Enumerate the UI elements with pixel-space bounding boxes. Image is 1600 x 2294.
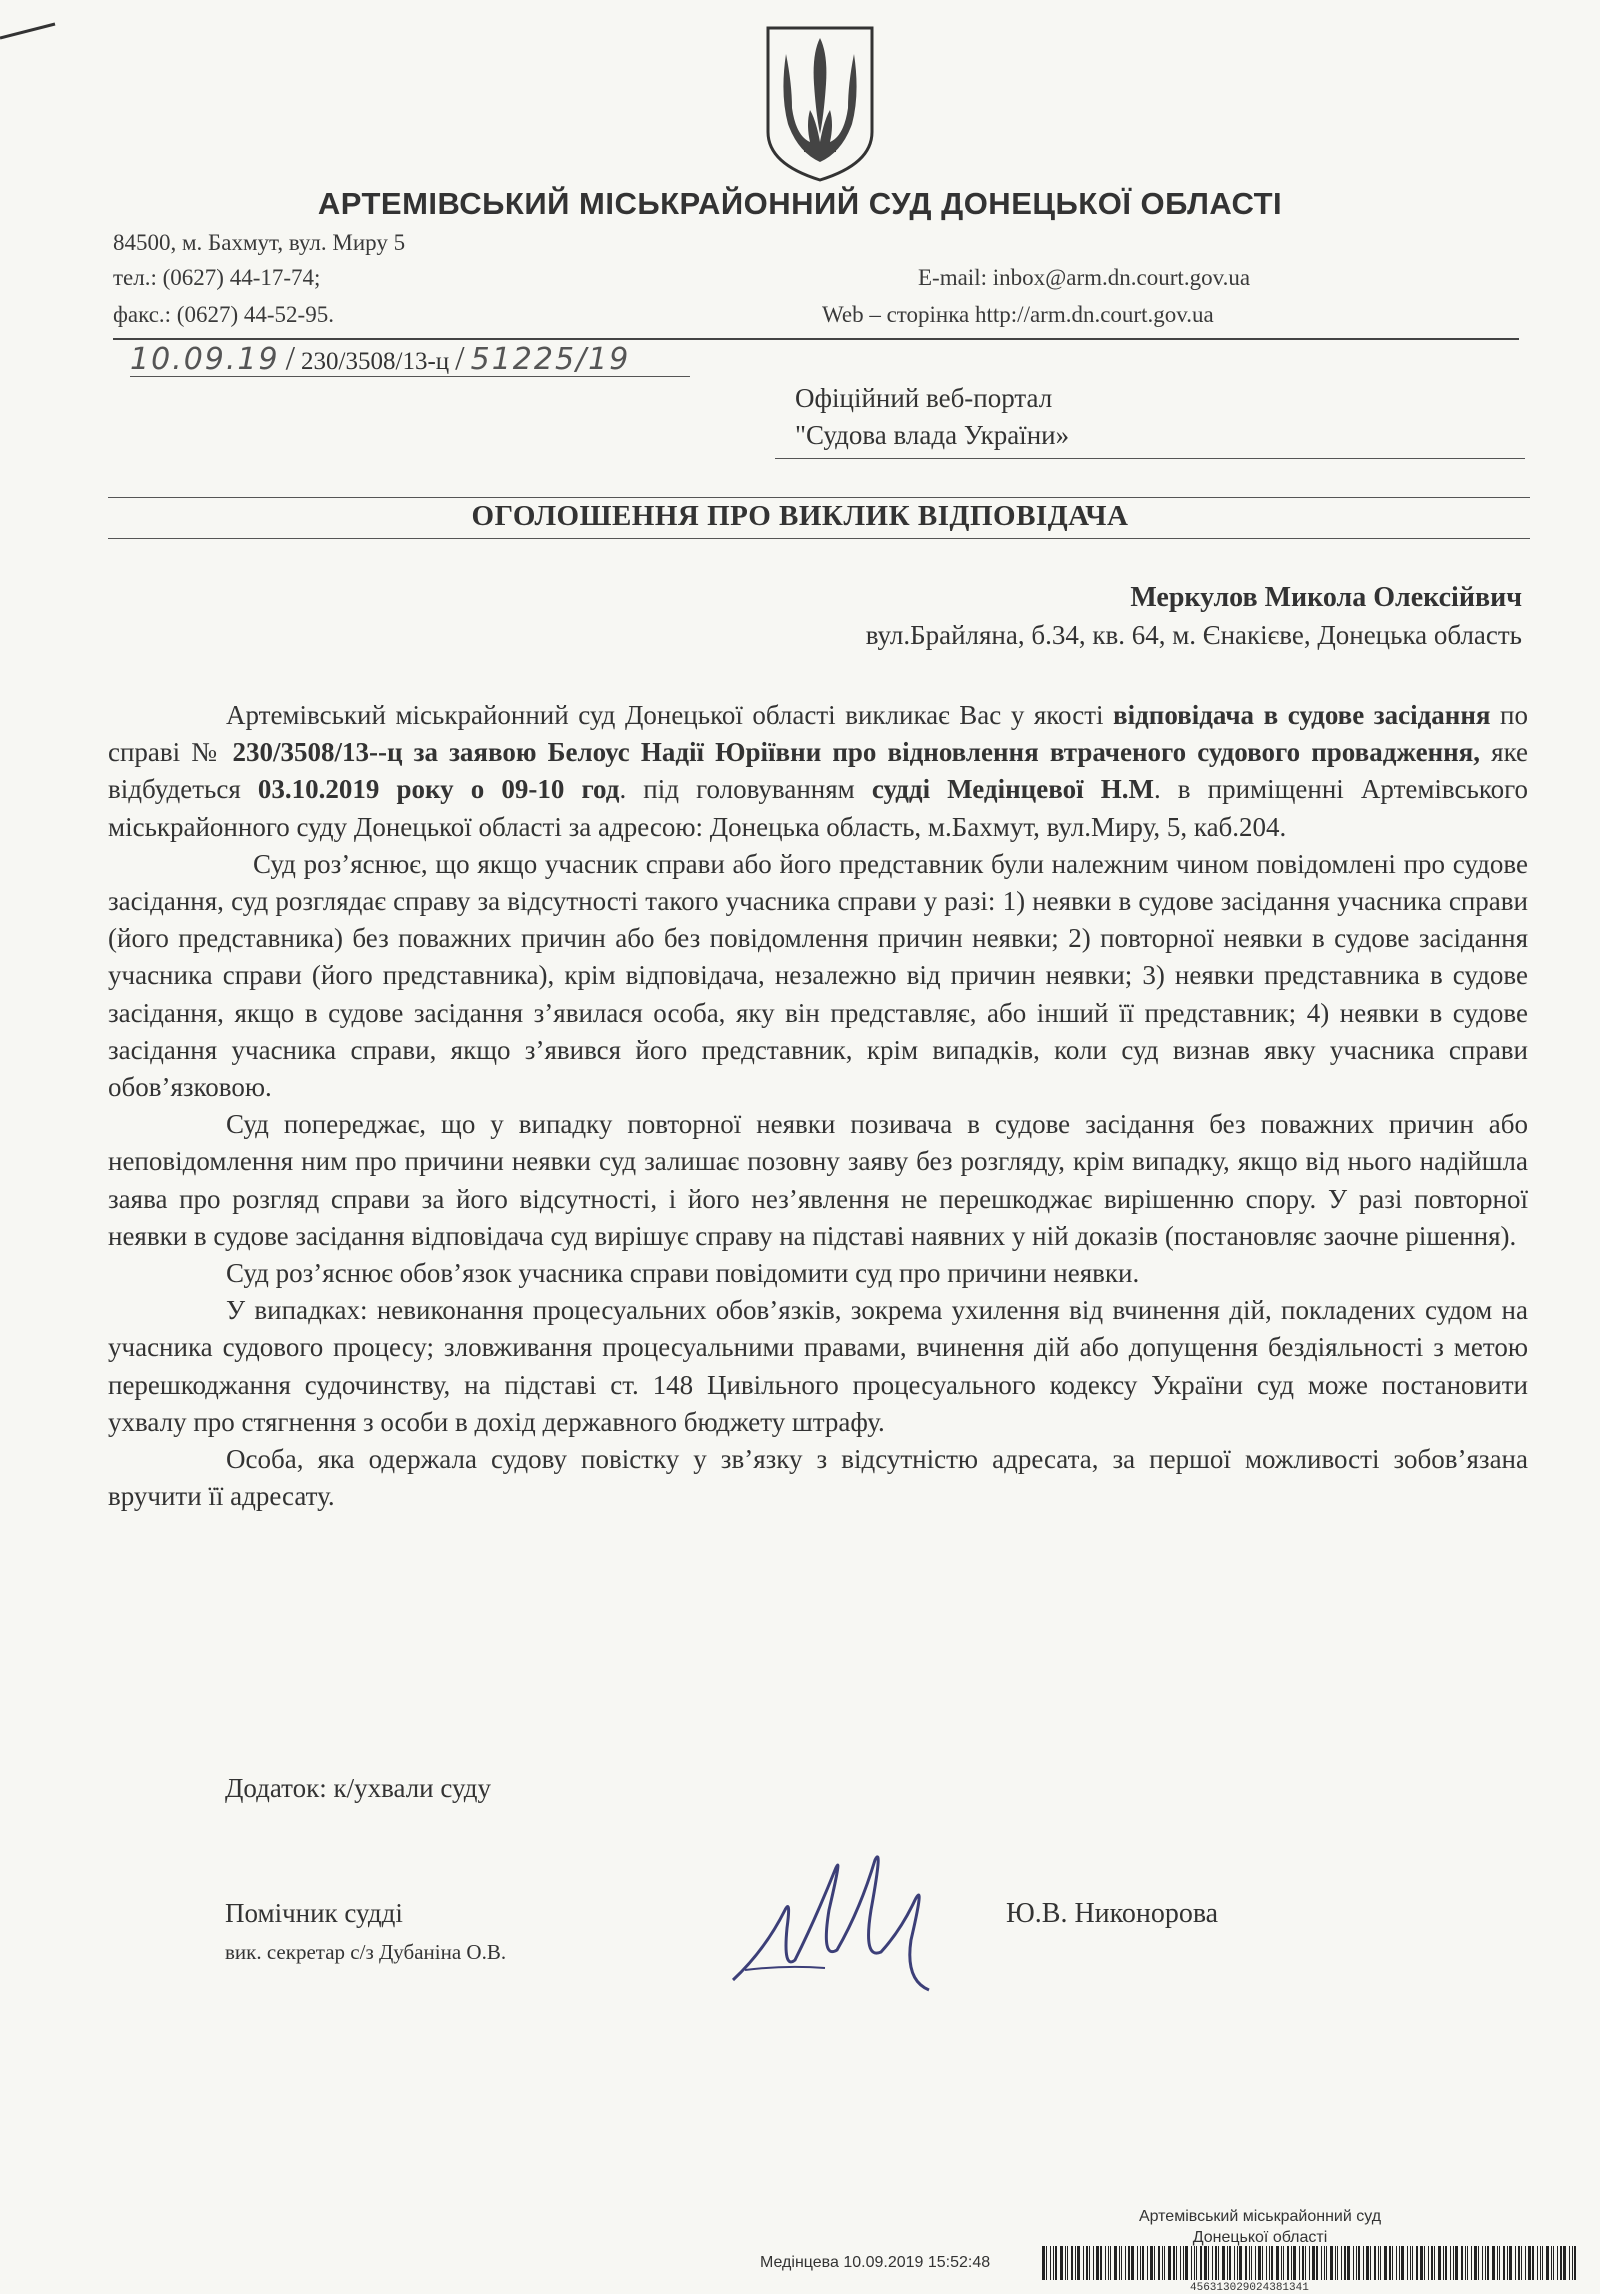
electronic-signature-stamp: Медінцева 10.09.2019 15:52:48 [760, 2254, 991, 2271]
court-phone: тел.: (0627) 44-17-74; [113, 265, 321, 290]
court-website: Web – сторінка http://arm.dn.court.gov.ua [822, 302, 1214, 327]
addressee-name: Меркулов Микола Олексійвич [1130, 582, 1522, 613]
paragraph-warning: Суд попереджає, що у випадку повторної неявки позивача в судове засідання без поважних причин або неповідомлення ним про причини неявки суд залишає позовну заяву без розгляду, крім випадку, якщо від нього надійшла заява про розгляд справи за його відсутності, і його нез’явлення не перешкоджає вирішенню спору. У разі повторної неявки в судове засідання відповідача суд вирішує справу на підставі наявних у ній доказів (постановляє заочне рішення). [108, 1109, 1528, 1251]
court-fax: факс.: (0627) 44-52-95. [113, 302, 334, 327]
addressee-address: вул.Брайляна, б.34, кв. 64, м. Єнакієве, Донецька область [865, 620, 1522, 650]
reference-underline [130, 376, 690, 377]
barcode [1040, 2246, 1580, 2292]
document-title: ОГОЛОШЕННЯ ПРО ВИКЛИК ВІДПОВІДАЧА [471, 500, 1129, 532]
handwritten-date: 10.09.19 [130, 342, 280, 377]
signer-title: Помічник судді [225, 1898, 403, 1928]
scan-mark [0, 22, 60, 42]
trident-emblem-icon [764, 24, 876, 184]
court-name: АРТЕМІВСЬКИЙ МІСЬКРАЙОННИЙ СУД ДОНЕЦЬКОЇ ОБЛАСТІ [317, 186, 1283, 221]
court-email: E-mail: inbox@arm.dn.court.gov.ua [918, 265, 1251, 290]
recipient-line2: "Судова влада України» [795, 420, 1070, 450]
reference-line: 10.09.19 / 230/3508/13-ц / 51225/19 [130, 340, 631, 377]
paragraph-duty: Суд роз’яснює обов’язок учасника справи повідомити суд про причини неявки. [226, 1258, 1140, 1289]
paragraph-absence-rules: Суд роз’яснює, що якщо учасник справи або його представник були належним чином повідомлені про судове засідання, суд розглядає справу за відсутності такого учасника справи у разі: 1) неявки в судове засідання учасника справи (його представника) без поважних причин або без повідомлення причин неявки; 2) повторної неявки в судове засідання учасника справи (його представника), крім відповідача, незалежно від причин неявки; 3) неявки представника в судове засідання, якщо в судове засідання з’явилася особа, яку він представляє, або інший її представник; 4) неявки в судове засідання учасника справи, якщо з’явився його представник, крім випадків, коли суд визнав явку учасника справи обов’язковою. [108, 848, 1528, 1103]
stamp-court-line1: Артемівський міськрайонний суд [1138, 2208, 1382, 2225]
recipient-underline [775, 458, 1525, 459]
title-rule-bottom [108, 538, 1530, 539]
paragraph-delivery: Особа, яка одержала судову повістку у зв’язку з відсутністю адресата, за першої можливості зобов’язана вручити її адресату. [108, 1444, 1528, 1512]
electronic-stamp-court [1110, 2206, 1410, 2248]
recipient-line1: Офіційний веб-портал [795, 383, 1053, 413]
barcode-number: 456313029024381341 [1190, 2282, 1309, 2294]
signer-name: Ю.В. Никонорова [1006, 1898, 1219, 1929]
paragraph-summons: Артемівський міськрайонний суд Донецької області викликає Вас у якості відповідача в судове засідання по справі № 230/3508/13--ц за заявою Белоус Надії Юріївни про відновлення втраченого судового провадження, яке відбудеться 03.10.2019 року о 09-10 год. під головуванням судді Медінцевої Н.М. в приміщенні Артемівського міськрайонного суду Донецької області за адресою: Донецька область, м.Бахмут, вул.Миру, 5, каб.204. [108, 700, 1528, 842]
handwritten-signature [725, 1840, 935, 2005]
paragraph-fine: У випадках: невиконання процесуальних обов’язків, зокрема ухилення від вчинення дій, покладених судом на учасника судового процесу; зловживання процесуальними правами, вчинення дій або допущення бездіяльності з метою перешкоджання судочинству, на підставі ст. 148 Цивільного процесуального кодексу України суд може постановити ухвалу про стягнення з особи в дохід державного бюджету штрафу. [108, 1295, 1528, 1437]
stamp-court-line2: Донецької області [1192, 2229, 1328, 2246]
executor-note: вик. секретар с/з Дубаніна О.В. [225, 1940, 507, 1964]
handwritten-outgoing-number: 51225/19 [470, 342, 631, 377]
notice-body [108, 697, 1528, 1515]
case-number: 230/3508/13-ц [301, 348, 450, 375]
title-rule-top [108, 497, 1530, 498]
addendum: Додаток: к/ухвали суду [225, 1773, 492, 1803]
court-address: 84500, м. Бахмут, вул. Миру 5 [113, 230, 406, 255]
